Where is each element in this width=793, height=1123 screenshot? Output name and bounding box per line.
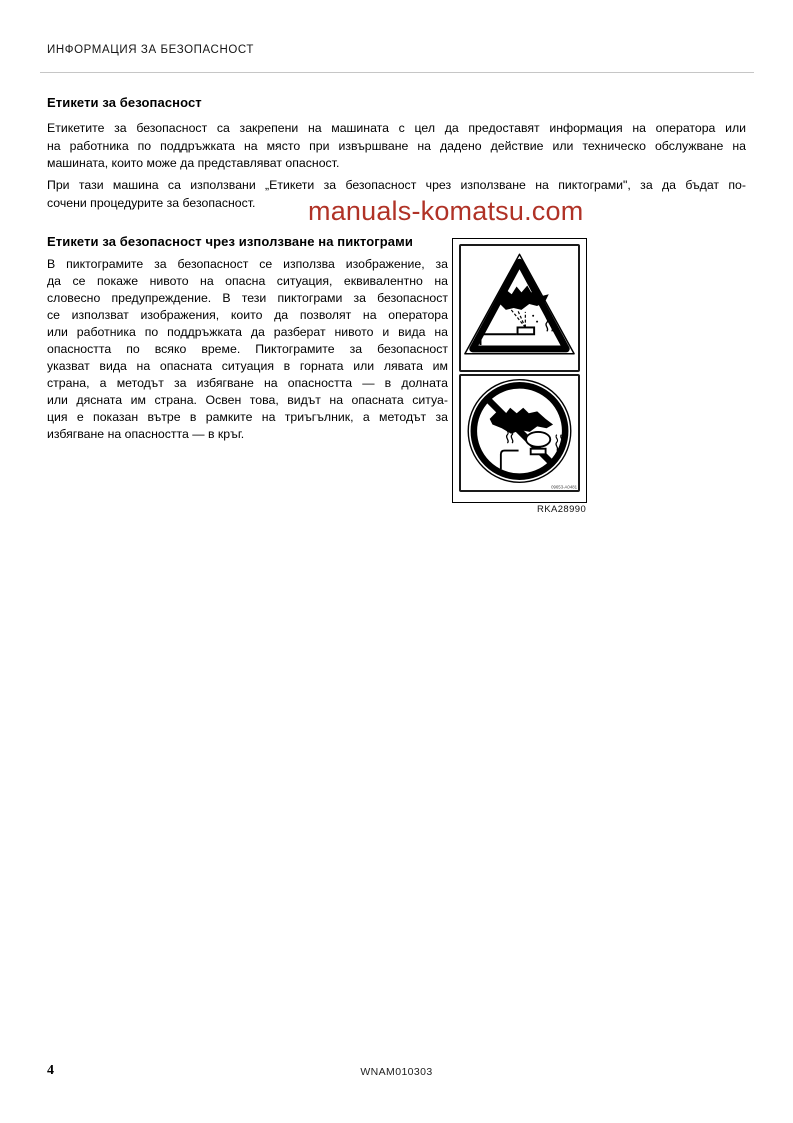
prohibition-pictogram-panel xyxy=(459,374,580,492)
watermark-text: manuals-komatsu.com xyxy=(308,196,584,226)
text-line: ция е показан вътре в рамките на триъгълник, а методът за xyxy=(47,410,448,424)
section2-body xyxy=(47,256,448,443)
text-line: да се покаже нивото на опасна ситуация, еквивалентно на xyxy=(47,274,448,288)
text-line: се използват изображения, които да позволят на оператора xyxy=(47,308,448,322)
do-not-touch-prohibition-circle-icon xyxy=(461,376,578,486)
warning-pictogram-panel xyxy=(459,244,580,372)
text-line: или дясната им страна. Освен това, видът на опасната ситуа- xyxy=(47,393,448,407)
footer-page-number: 4 xyxy=(47,1063,54,1078)
figure-code-label: RKA28990 xyxy=(537,504,587,515)
page-header-title: ИНФОРМАЦИЯ ЗА БЕЗОПАСНОСТ xyxy=(47,44,255,56)
text-line: избягване на опасността — в кръг. xyxy=(47,427,245,441)
text-line: В пиктограмите за безопасност се използва изображение, за xyxy=(47,257,448,271)
text-line: При тази машина са използвани „Етикети за безопасност чрез използване на пиктограми", за да бъдат по- xyxy=(47,178,746,192)
text-line: или работника по поддръжката да разберат нивото и вида на xyxy=(47,325,448,339)
text-line: страна, а методът за избягване на опасността — в долната xyxy=(47,376,448,390)
section1-heading: Етикети за безопасност xyxy=(47,95,202,110)
text-line: указват вида на опасната ситуация в горната или лявата им xyxy=(47,359,448,373)
pictogram-plate-number: 09653-A0481 xyxy=(551,485,577,490)
text-line: машината, които може да представляват опасност. xyxy=(47,156,340,170)
hot-coolant-warning-triangle-icon xyxy=(461,246,578,366)
section2-heading: Етикети за безопасност чрез използване на пиктограми xyxy=(47,234,413,249)
section1-paragraph1 xyxy=(47,120,746,173)
text-line: опасността по всяко време. Пиктограмите за безопасност xyxy=(47,342,448,356)
footer-document-code: WNAM010303 xyxy=(360,1066,433,1078)
text-line: Етикетите за безопасност са закрепени на машината с цел да предоставят информация на оператора или xyxy=(47,121,746,135)
text-line: на работника по поддръжката на място при извършване на дадено действие или техническо обслужване на xyxy=(47,138,746,153)
header-divider-line xyxy=(40,72,754,73)
text-line: сочени процедурите за безопасност. xyxy=(47,195,256,210)
text-line: словесно предупреждение. В тези пиктограми за безопасност xyxy=(47,291,448,305)
safety-label-figure xyxy=(452,238,587,503)
